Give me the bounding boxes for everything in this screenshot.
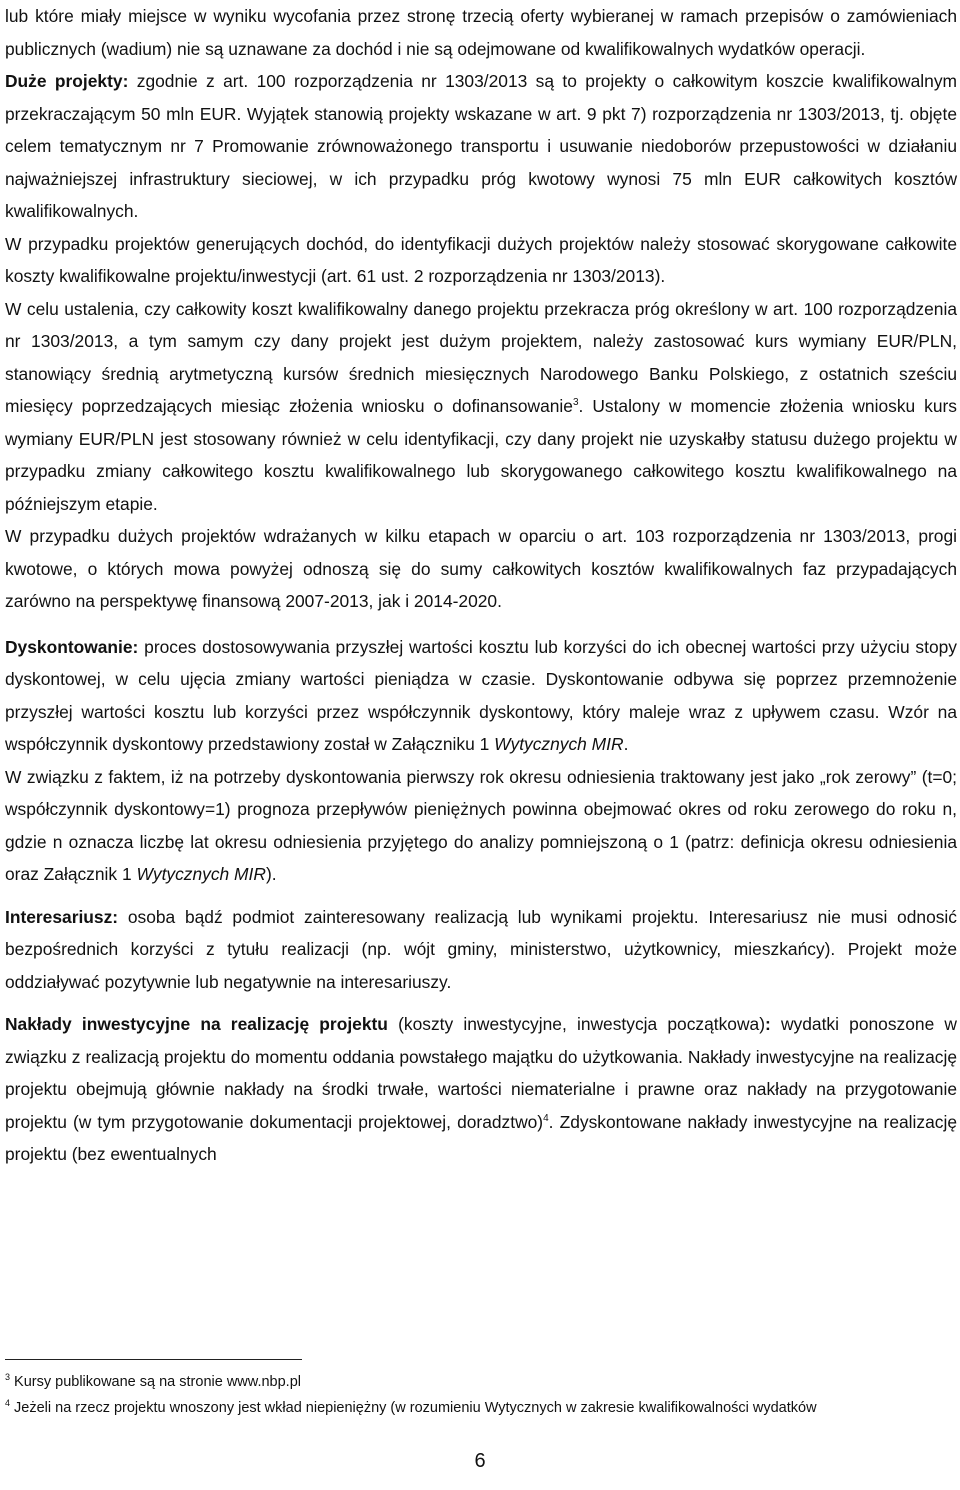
paragraph [5,761,957,891]
bold-term: : [765,1014,771,1034]
paragraph-interesariusz [5,901,957,999]
footnote-3 [5,1369,957,1395]
text-run: W celu ustalenia, czy całkowity koszt kwalifikowalny danego projektu przekracza próg określony w art. 100 rozporządzenia nr 1303/2013, a tym samym czy dany projekt jest dużym projektem, należy zastosować kurs wymiany EUR/PLN, stanowiący średnią arytmetyczną kursów średnich miesięcznych Narodowego Banku Polskiego, z ostatnich sześciu miesięcy poprzedzających miesiąc złożenia wniosku o dofinansowanie [5,298,957,416]
paragraph [5,520,957,618]
page-number: 6 [474,1450,486,1472]
text-run: . Ustalony w momencie złożenia wniosku kurs wymiany EUR/PLN jest stosowany również w celu identyfikacji, czy dany projekt nie uzyskałby statusu dużego projektu w przypadku zmiany całkowitego kosztu kwalifikowalnego lub skorygowanego całkowitego kosztu kwalifikowalnego na późniejszym etapie. [5,396,957,514]
text-run: proces dostosowywania przyszłej wartości kosztu lub korzyści do ich obecnej wartości przy użyciu stopy dyskontowej, w celu ujęcia zmiany wartości pieniądza w czasie. Dyskontowanie odbywa się poprzez przemnożenie przyszłej wartości kosztu lub korzyści przez współczynnik dyskontowy, który maleje wraz z upływem czasu. Wzór na współczynnik dyskontowy przedstawiony został w Załączniku 1 [5,636,957,754]
document-body [5,0,957,1171]
footnote-text: Jeżeli na rzecz projektu wnoszony jest wkład niepieniężny (w rozumieniu Wytycznych w zakresie kwalifikowalności wydatków [10,1400,817,1416]
text-run: . Zdyskontowane nakłady inwestycyjne na realizację projektu (bez ewentualnych [5,1111,958,1164]
bold-term: Nakłady inwestycyjne na realizację projektu [5,1014,388,1034]
italic-text: Wytycznych MIR [136,864,266,884]
text-run: . [623,734,629,754]
text-run: (koszty inwestycyjne, inwestycja początkowa) [387,1014,765,1034]
paragraph [5,0,957,65]
paragraph [5,293,957,521]
footnote-reference: 3 [572,397,579,409]
paragraph-duze-projekty [5,65,957,228]
text-run: zgodnie z art. 100 rozporządzenia nr 1303/2013 są to projekty o całkowitym koszcie kwalifikowalnym przekraczającym 50 mln EUR. Wyjątek stanowią projekty wskazane w art. 9 pkt 7) rozporządzenia nr 1303/2013, tj. objęte celem tematycznym nr 7 Promowanie zrównoważonego transportu i usuwanie niedoborów przepustowości w działaniu najważniejszej infrastruktury sieciowej, w ich przypadku próg kwotowy wynosi 75 mln EUR całkowitych kosztów kwalifikowalnych. [5,71,957,221]
footnotes [5,1369,957,1421]
footnote-text: Kursy publikowane są na stronie www.nbp.pl [10,1374,301,1390]
paragraph-dyskontowanie [5,631,957,761]
footnote-4 [5,1395,957,1421]
text-run: W przypadku dużych projektów wdrażanych w kilku etapach w oparciu o art. 103 rozporządzenia nr 1303/2013, progi kwotowe, o których mowa powyżej odnoszą się do sumy całkowitych kosztów kwalifikowalnych faz przypadających zarówno na perspektywę finansową 2007-2013, jak i 2014-2020. [5,526,957,611]
paragraph [5,228,957,293]
paragraph-naklady-inwestycyjne [5,1008,957,1171]
spacer [5,998,957,1008]
text-run: W związku z faktem, iż na potrzeby dyskontowania pierwszy rok okresu odniesienia traktowany jest jako „rok zerowy” (t=0; współczynnik dyskontowy=1) prognoza przepływów pieniężnych powinna obejmować okres od roku zerowego do roku n, gdzie n oznacza liczbę lat okresu odniesienia przyjętego do analizy pomniejszoną o 1 (patrz: definicja okresu odniesienia oraz Załącznik 1 [5,766,957,884]
spacer [5,618,957,631]
footnote-marker: 4 [5,1398,11,1409]
bold-term: Duże projekty: [5,71,129,91]
footnote-reference: 4 [543,1112,549,1124]
footnote-separator [5,1359,302,1360]
text-run: osoba bądź podmiot zainteresowany realizacją lub wynikami projektu. Interesariusz nie musi odnosić bezpośrednich korzyści z tytułu realizacji (np. wójt gminy, ministerstwo, użytkownicy, mieszkańcy). Projekt może oddziaływać pozytywnie lub negatywnie na interesariuszy. [5,906,957,992]
text-run: lub które miały miejsce w wyniku wycofania przez stronę trzecią oferty wybieranej w ramach przepisów o zamówieniach publicznych (wadium) nie są uznawane za dochód i nie są odejmowane od kwalifikowalnych wydatków operacji. [5,6,957,59]
text-run: ). [265,864,277,884]
bold-term: Interesariusz: [5,906,119,927]
text-run: wydatki ponoszone w związku z realizacją projektu do momentu oddania powstałego majątku do użytkowania. Nakłady inwestycyjne na realizację projektu obejmują głównie nakłady na środki trwałe, wartości niematerialne i prawne oraz nakłady na przygotowanie projektu (w tym przygotowanie dokumentacji projektowej, doradztwo) [5,1014,957,1132]
spacer [5,891,957,901]
italic-text: Wytycznych MIR [494,734,624,754]
footnote-marker: 3 [5,1372,11,1383]
bold-term: Dyskontowanie: [5,636,139,657]
text-run: W przypadku projektów generujących dochód, do identyfikacji dużych projektów należy stosować skorygowane całkowite koszty kwalifikowalne projektu/inwestycji (art. 61 ust. 2 rozporządzenia nr 1303/2013). [5,233,957,286]
